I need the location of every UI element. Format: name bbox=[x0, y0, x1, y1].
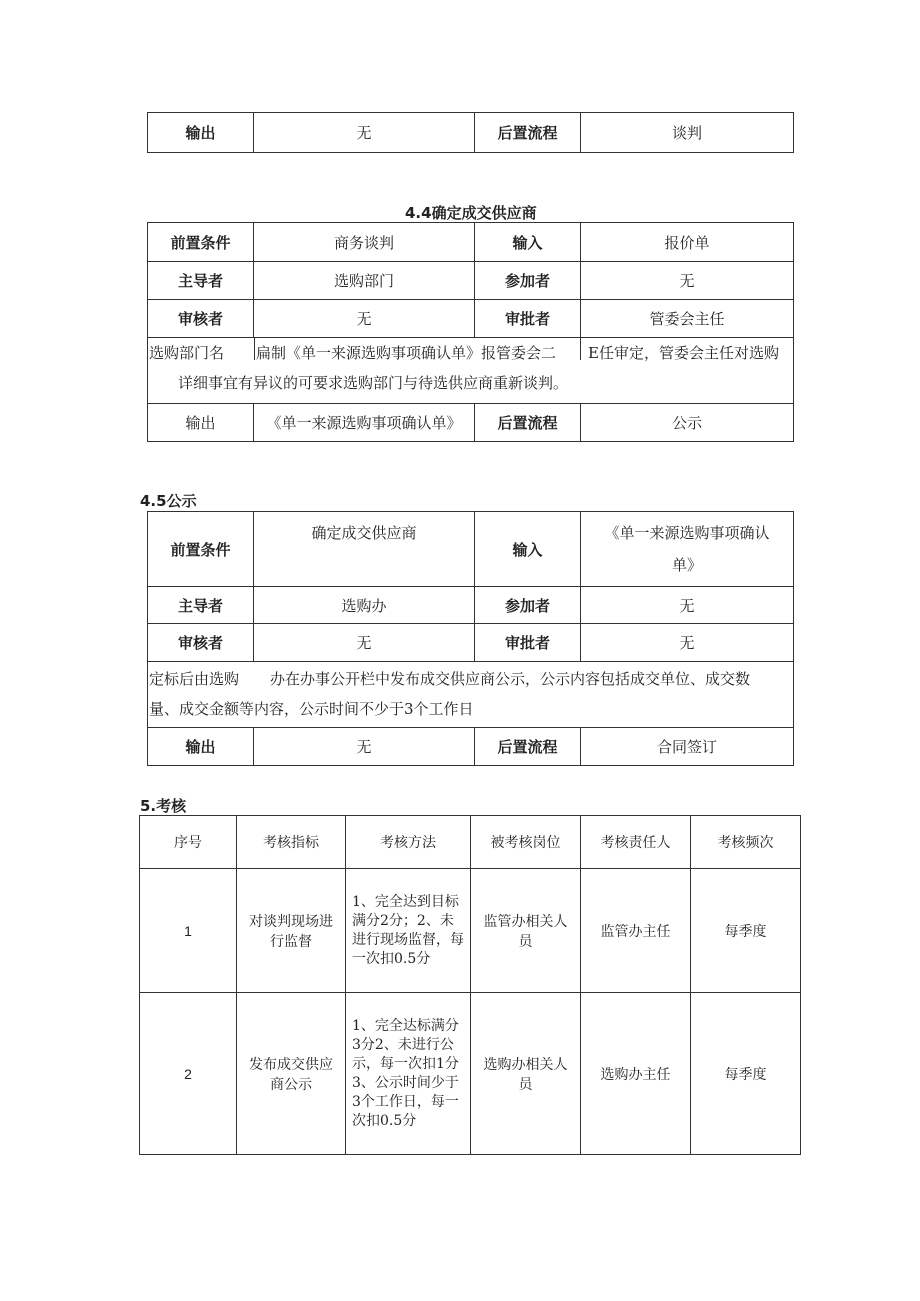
responsible-cell: 监管办主任 bbox=[581, 869, 691, 993]
precondition-value: 商务谈判 bbox=[254, 223, 475, 262]
description-line1-a: 选购部门名 bbox=[149, 344, 225, 362]
leader-label: 主导者 bbox=[148, 262, 254, 300]
header-cell: 考核指标 bbox=[237, 816, 346, 869]
assessment-table bbox=[139, 815, 801, 1155]
approver-value: 无 bbox=[581, 624, 794, 662]
frequency-cell: 每季度 bbox=[691, 869, 801, 993]
description-line2: 量、成交金额等内容，公示时间不少于3个工作日 bbox=[149, 700, 474, 718]
row-number: 2 bbox=[140, 993, 237, 1155]
leader-label: 主导者 bbox=[148, 587, 254, 624]
section-4-4-table bbox=[147, 222, 794, 442]
next-process-label: 后置流程 bbox=[475, 404, 581, 442]
section-4-5-title: 4.5公示 bbox=[140, 492, 197, 510]
precondition-label: 前置条件 bbox=[148, 223, 254, 262]
output-label: 输出 bbox=[148, 728, 254, 766]
input-label: 输入 bbox=[475, 223, 581, 262]
output-value: 无 bbox=[254, 728, 475, 766]
input-value bbox=[581, 512, 794, 587]
reviewer-label: 审核者 bbox=[148, 624, 254, 662]
description-line1-b: 办在办事公开栏中发布成交供应商公示，公示内容包括成交单位、成交数 bbox=[270, 670, 751, 688]
input-label: 输入 bbox=[475, 512, 581, 587]
row-number: 1 bbox=[140, 869, 237, 993]
participant-value: 无 bbox=[581, 587, 794, 624]
leader-value: 选购办 bbox=[254, 587, 475, 624]
header-cell: 被考核岗位 bbox=[471, 816, 581, 869]
input-value-line2: 单》 bbox=[671, 556, 702, 574]
precondition-value: 确定成交供应商 bbox=[254, 512, 475, 587]
leader-value: 选购部门 bbox=[254, 262, 475, 300]
header-row bbox=[140, 816, 801, 869]
frequency-cell: 每季度 bbox=[691, 993, 801, 1155]
precondition-label: 前置条件 bbox=[148, 512, 254, 587]
next-process-value: 公示 bbox=[581, 404, 794, 442]
next-process-value: 合同签订 bbox=[581, 728, 794, 766]
section-4-5-table bbox=[147, 511, 794, 766]
next-process-value: 谈判 bbox=[581, 113, 794, 153]
indicator-cell: 对谈判现场进行监督 bbox=[237, 869, 346, 993]
description-line1-a: 定标后由选购 bbox=[149, 670, 240, 688]
header-cell: 序号 bbox=[140, 816, 237, 869]
reviewer-label: 审核者 bbox=[148, 300, 254, 338]
method-cell: 1、完全达到目标满分2分；2、未进行现场监督，每一次扣0.5分 bbox=[346, 869, 471, 993]
header-cell: 考核频次 bbox=[691, 816, 801, 869]
description-cell bbox=[148, 662, 794, 728]
participant-label: 参加者 bbox=[475, 587, 581, 624]
section-4-4-title: 4.4确定成交供应商 bbox=[405, 204, 537, 222]
participant-value: 无 bbox=[581, 262, 794, 300]
output-value: 《单一来源选购事项确认单》 bbox=[254, 404, 475, 442]
next-process-label: 后置流程 bbox=[475, 728, 581, 766]
section-5-title: 5.考核 bbox=[140, 797, 187, 815]
participant-label: 参加者 bbox=[475, 262, 581, 300]
description-line2: 详细事宜有异议的可要求选购部门与待选供应商重新谈判。 bbox=[178, 374, 569, 392]
table-row bbox=[140, 993, 801, 1155]
input-value-line1: 《单一来源选购事项确认 bbox=[604, 524, 770, 542]
method-cell: 1、完全达标满分3分2、未进行公示，每一次扣1分3、公示时间少于3个工作日，每一次扣0.5分 bbox=[346, 993, 471, 1155]
input-value: 报价单 bbox=[581, 223, 794, 262]
output-label: 输出 bbox=[148, 404, 254, 442]
header-cell: 考核责任人 bbox=[581, 816, 691, 869]
reviewer-value: 无 bbox=[254, 300, 475, 338]
top-table bbox=[147, 112, 794, 153]
table-row bbox=[140, 869, 801, 993]
description-line1-c: E任审定，管委会主任对选购 bbox=[588, 344, 779, 362]
output-value: 无 bbox=[254, 113, 475, 153]
post-cell: 选购办相关人员 bbox=[471, 993, 581, 1155]
output-label: 输出 bbox=[148, 113, 254, 153]
description-cell bbox=[148, 338, 794, 404]
approver-label: 审批者 bbox=[475, 624, 581, 662]
approver-label: 审批者 bbox=[475, 300, 581, 338]
reviewer-value: 无 bbox=[254, 624, 475, 662]
post-cell: 监管办相关人员 bbox=[471, 869, 581, 993]
description-line1-b: 扁制《单一来源选购事项确认单》报管委会二 bbox=[256, 344, 557, 362]
responsible-cell: 选购办主任 bbox=[581, 993, 691, 1155]
header-cell: 考核方法 bbox=[346, 816, 471, 869]
indicator-cell: 发布成交供应商公示 bbox=[237, 993, 346, 1155]
approver-value: 管委会主任 bbox=[581, 300, 794, 338]
next-process-label: 后置流程 bbox=[475, 113, 581, 153]
